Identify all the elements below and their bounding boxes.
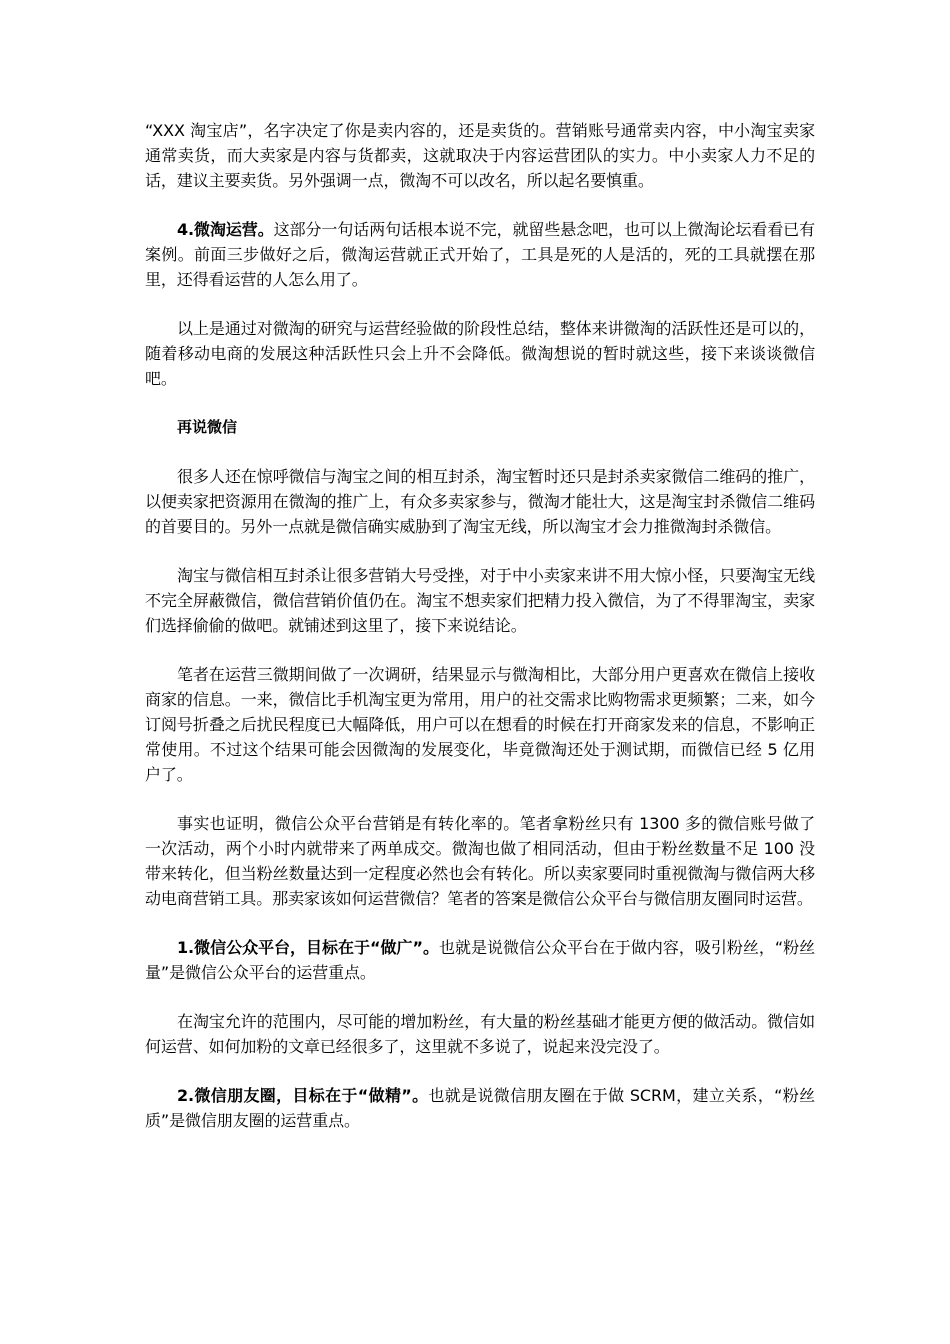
paragraph-marketing-value <box>145 563 815 638</box>
paragraph-text: “XXX 淘宝店”，名字决定了你是卖内容的，还是卖货的。营销账号通常卖内容，中小淘宝卖家通常卖货，而大卖家是内容与货都卖，这就取决于内容运营团队的实力。中小卖家人力不足的话，建议主要卖货。另外强调一点，微淘不可以改名，所以起名要慎重。 <box>145 121 815 190</box>
paragraph-text: 淘宝与微信相互封杀让很多营销大号受挫，对于中小卖家来讲不用大惊小怪，只要淘宝无线不完全屏蔽微信，微信营销价值仍在。淘宝不想卖家们把精力投入微信，为了不得罪淘宝，卖家们选择偷偷的做吧。就铺述到这里了，接下来说结论。 <box>145 566 815 635</box>
paragraph-survey <box>145 662 815 787</box>
paragraph-grow-fans <box>145 1009 815 1059</box>
paragraph-text: 也就是说微信朋友圈在于做 SCRM，建立关系，“粉丝质”是微信朋友圈的运营重点。 <box>145 1086 816 1130</box>
paragraph-text: 以上是通过对微淘的研究与运营经验做的阶段性总结，整体来讲微淘的活跃性还是可以的，随着移动电商的发展这种活跃性只会上升不会降低。微淘想说的暂时就这些，接下来谈谈微信吧。 <box>145 319 815 388</box>
paragraph-weitao-summary <box>145 316 815 391</box>
paragraph-text: 笔者在运营三微期间做了一次调研，结果显示与微淘相比，大部分用户更喜欢在微信上接收商家的信息。一来，微信比手机淘宝更为常用，用户的社交需求比购物需求更频繁；二来，如今订阅号折叠之后扰民程度已大幅降低，用户可以在想看的时候在打开商家发来的信息，不影响正常使用。不过这个结果可能会因微淘的发展变化，毕竟微淘还处于测试期，而微信已经 5 亿用户了。 <box>145 665 815 784</box>
paragraph-text: 事实也证明，微信公众平台营销是有转化率的。笔者拿粉丝只有 1300 多的微信账号做了一次活动，两个小时内就带来了两单成交。微淘也做了相同活动，但由于粉丝数量不足 100 没带来转化，但当粉丝数量达到一定程度必然也会有转化。所以卖家要同时重视微淘与微信两大移动电商营销工具。那卖家该如何运营微信？笔者的答案是微信公众平台与微信朋友圈同时运营。 <box>145 814 815 908</box>
article-body <box>145 118 815 1157</box>
paragraph-mutual-ban <box>145 464 815 539</box>
section-label: 2.微信朋友圈，目标在于“做精”。 <box>177 1086 429 1105</box>
section-label: 4.微淘运营。 <box>177 220 274 239</box>
paragraph-text: 在淘宝允许的范围内，尽可能的增加粉丝，有大量的粉丝基础才能更方便的做活动。微信如何运营、如何加粉的文章已经很多了，这里就不多说了，说起来没完没了。 <box>145 1012 815 1056</box>
paragraph-text: 很多人还在惊呼微信与淘宝之间的相互封杀，淘宝暂时还只是封杀卖家微信二维码的推广，以便卖家把资源用在微淘的推广上，有众多卖家参与，微淘才能壮大，这是淘宝封杀微信二维码的首要目的。另外一点就是微信确实威胁到了淘宝无线，所以淘宝才会力推微淘封杀微信。 <box>145 467 815 536</box>
section-heading-wechat: 再说微信 <box>177 418 238 436</box>
paragraph-public-platform <box>145 935 815 985</box>
paragraph-shop-name <box>145 118 815 193</box>
paragraph-conversion <box>145 811 815 911</box>
paragraph-moments <box>145 1083 815 1133</box>
section-label: 1.微信公众平台，目标在于“做广”。 <box>177 938 439 957</box>
paragraph-text: 这部分一句话两句话根本说不完，就留些悬念吧，也可以上微淘论坛看看已有案例。前面三步做好之后，微淘运营就正式开始了，工具是死的人是活的，死的工具就摆在那里，还得看运营的人怎么用了。 <box>145 220 815 289</box>
paragraph-weitao-operation <box>145 217 815 292</box>
paragraph-text: 也就是说微信公众平台在于做内容，吸引粉丝，“粉丝量”是微信公众平台的运营重点。 <box>145 938 815 982</box>
